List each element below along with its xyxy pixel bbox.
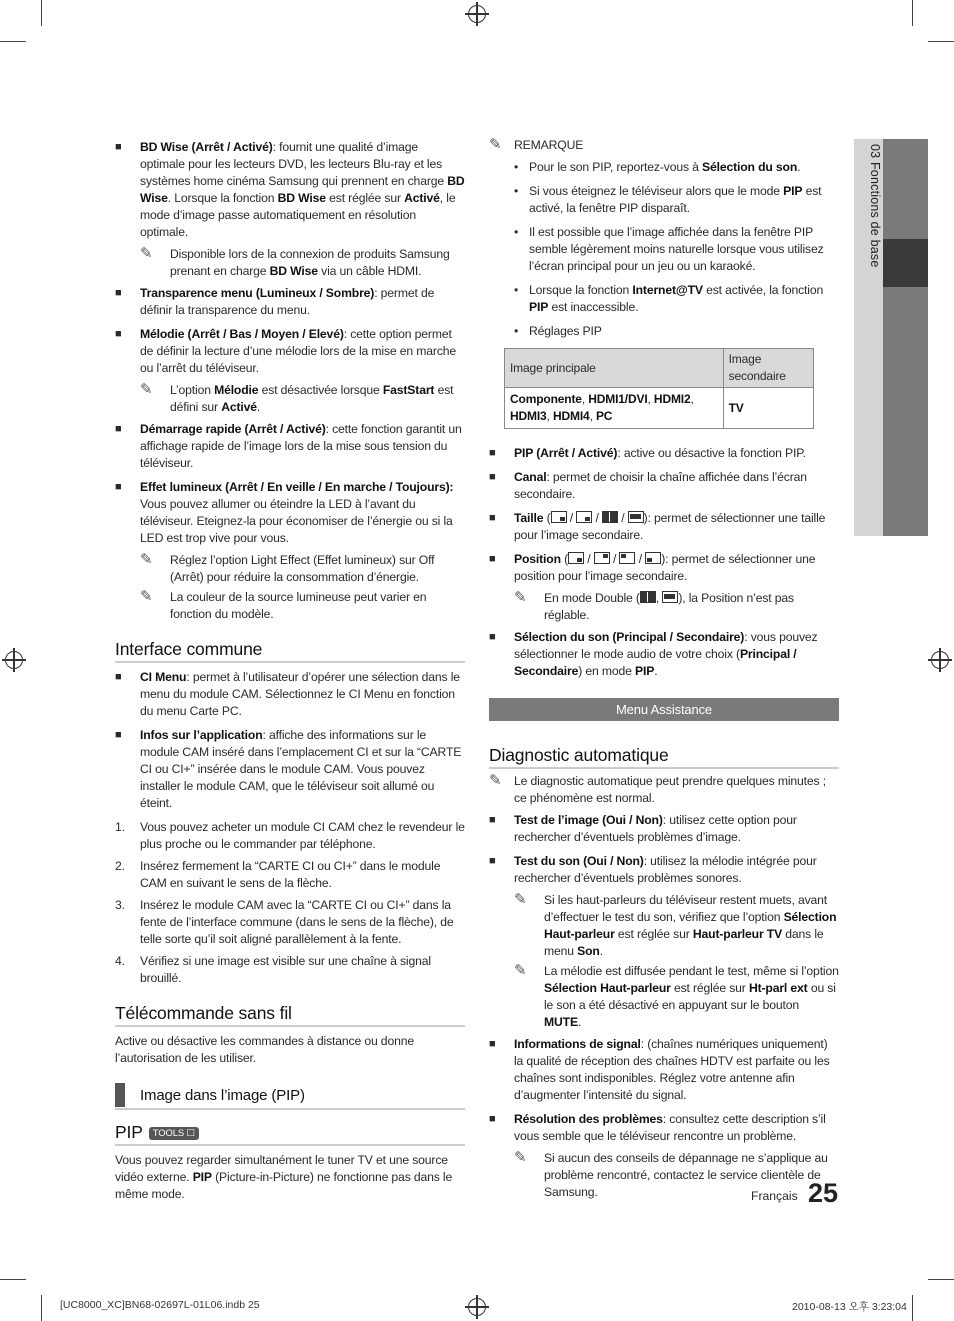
setting-list (115, 139, 465, 623)
item-text: Test de l’image (Oui / Non): utilisez cette option pour rechercher d’éventuels problèmes d’image. (514, 813, 797, 844)
diagnostic-list (489, 812, 839, 1201)
square-bullet-icon: ■ (115, 729, 122, 741)
pip-option-item (489, 551, 839, 585)
item-text: Taille ( / / / ): permet de sélectionner une taille pour l’image secondaire. (514, 511, 826, 542)
note-text: Si les haut-parleurs du téléviseur restent muets, avant d’effectuer le test du son, vérifiez que l’option Sélection Haut-parleur est réglée sur Haut-parleur TV dans le menu Son. (544, 893, 837, 958)
right-column (489, 136, 839, 1206)
remark-item (514, 224, 839, 275)
interface-item (115, 727, 465, 812)
table-header-main: Image principale (505, 349, 724, 388)
square-bullet-icon: ■ (115, 481, 122, 493)
step-item (115, 953, 465, 987)
registration-mark-icon (468, 5, 486, 23)
remark-text: Réglages PIP (529, 324, 602, 338)
note-pencil-icon: ✎ (489, 136, 502, 153)
item-text: Effet lumineux (Arrêt / En veille / En marche / Toujours): Vous pouvez allumer ou éteindre la LED à l’avant du téléviseur. Eteignez-la pour économiser de l’énergie ou si la LED est trop vive pour vous. (140, 480, 454, 545)
interface-list (115, 669, 465, 812)
crop-mark (928, 41, 954, 42)
pip-section-heading (115, 1085, 465, 1110)
crop-mark (928, 1279, 954, 1280)
square-bullet-icon: ■ (115, 141, 122, 153)
dot-bullet-icon: • (514, 184, 519, 198)
note (514, 892, 839, 960)
note-pencil-icon: ✎ (140, 381, 153, 398)
step-text: Vérifiez si une image est visible sur une chaîne à signal brouillé. (140, 954, 431, 985)
crop-mark (41, 0, 42, 26)
square-bullet-icon: ■ (115, 671, 122, 683)
note-text: La couleur de la source lumineuse peut varier en fonction du modèle. (170, 590, 427, 621)
remark-item (514, 282, 839, 316)
page-language: Français (751, 1189, 798, 1203)
section-title-pip (115, 1124, 465, 1146)
item-text: Démarrage rapide (Arrêt / Activé): cette fonction garantit un affichage rapide de l’image lors de la mise sous tension du téléviseur. (140, 422, 462, 470)
item-text: CI Menu: permet à l’utilisateur d’opérer une sélection dans le menu du module CAM. Sélectionnez le CI Menu en fonction du menu Carte PC. (140, 670, 460, 718)
item-text: Infos sur l’application: affiche des informations sur le module CAM inséré dans l’emplacement CI et sur la “CARTE CI ou CI+” insérée dans le module CAM. Vous pouvez installer le module CAM, que le téléviseur soit allumé ou éteint. (140, 728, 462, 810)
note-text: Si aucun des conseils de dépannage ne s’applique au problème rencontré, contactez le service clientèle de Samsung. (544, 1151, 828, 1199)
note (140, 589, 465, 623)
note (514, 590, 839, 624)
steps-list (115, 819, 465, 987)
setting-item (115, 139, 465, 241)
note (140, 552, 465, 586)
crop-mark (912, 0, 913, 26)
item-text: Position ( / / / ): permet de sélectionner une position pour l’image secondaire. (514, 552, 816, 583)
pip-option-item (489, 445, 839, 462)
remark-item (514, 159, 839, 176)
dot-bullet-icon: • (514, 225, 519, 239)
setting-item (115, 326, 465, 377)
setting-item (115, 421, 465, 472)
page-number: 25 (807, 1178, 838, 1208)
note-text: En mode Double ( , ), la Position n’est pas réglable. (544, 591, 794, 622)
step-number: 1. (115, 820, 125, 834)
square-bullet-icon: ■ (489, 855, 496, 867)
pip-settings-table (504, 348, 814, 429)
interface-item (115, 669, 465, 720)
note-text: La mélodie est diffusée pendant le test, même si l’option Sélection Haut-parleur est réglée sur Ht-parl ext ou si le son a été désactivé en appuyant sur le bouton MUTE. (544, 964, 839, 1029)
step-text: Insérez le module CAM avec la “CARTE CI ou CI+” dans la fente de l’interface commune (dans le sens de la flèche), de telle sorte qu’il soit aligné parallèlement à la fente. (140, 898, 454, 946)
item-text: Sélection du son (Principal / Secondaire): vous pouvez sélectionner le mode audio de votre choix (Principal / Secondaire) en mode PIP. (514, 630, 818, 678)
tools-badge-icon: TOOLS ☐ (149, 1127, 199, 1140)
square-bullet-icon: ■ (115, 287, 122, 299)
step-number: 4. (115, 954, 125, 968)
note-pencil-icon: ✎ (514, 891, 527, 908)
item-text: Mélodie (Arrêt / Bas / Moyen / Elevé): cette option permet de définir la lecture d’une mélodie lors de la mise en marche ou l’arrêt du téléviseur. (140, 327, 457, 375)
remark-text: Lorsque la fonction Internet@TV est activée, la fonction PIP est inaccessible. (529, 283, 824, 314)
crop-mark (0, 1279, 26, 1280)
item-text: Canal: permet de choisir la chaîne affichée dans l’écran secondaire. (514, 470, 807, 501)
note-pencil-icon: ✎ (489, 772, 502, 789)
note-text: Disponible lors de la connexion de produits Samsung prenant en charge BD Wise via un câble HDMI. (170, 247, 450, 278)
remark-item (514, 183, 839, 217)
square-bullet-icon: ■ (489, 512, 496, 524)
remark-text: Si vous éteignez le téléviseur alors que le mode PIP est activé, la fenêtre PIP disparaît. (529, 184, 822, 215)
square-bullet-icon: ■ (489, 447, 496, 459)
step-item (115, 819, 465, 853)
step-item (115, 858, 465, 892)
step-number: 3. (115, 898, 125, 912)
crop-mark (41, 1295, 42, 1321)
item-text: BD Wise (Arrêt / Activé): fournit une qualité d’image optimale pour les lecteurs DVD, les lecteurs Blu-ray et les systèmes home cinéma Samsung qui prennent en charge BD Wise. Lorsque la fonction BD Wise est réglée sur Activé, le mode d’image passe automatiquement en résolution optimale. (140, 140, 465, 239)
registration-mark-icon (931, 651, 949, 669)
tools-label: TOOLS (152, 1128, 185, 1139)
square-bullet-icon: ■ (489, 553, 496, 565)
note-pencil-icon: ✎ (140, 245, 153, 262)
item-text: Informations de signal: (chaînes numériques uniquement) la qualité de réception des chaînes HDTV est parfaite ou les chaînes sont indisponibles. Réglez votre antenne afin d’augmenter l’intensité du signal. (514, 1037, 830, 1102)
section-title-remote: Télécommande sans fil (115, 1005, 465, 1027)
remark-label: REMARQUE (514, 138, 584, 152)
diagnostic-item (489, 1111, 839, 1145)
note (514, 963, 839, 1031)
footer-date: 2010-08-13 오후 3:23:04 (792, 1301, 907, 1313)
table-cell-main: Componente, HDMI1/DVI, HDMI2, HDMI3, HDMI4, PC (505, 388, 724, 429)
note (140, 246, 465, 280)
section-title-interface: Interface commune (115, 641, 465, 663)
note-pencil-icon: ✎ (514, 962, 527, 979)
remote-description: Active ou désactive les commandes à distance ou donne l’autorisation de les utiliser. (115, 1034, 414, 1065)
square-bullet-icon: ■ (115, 328, 122, 340)
step-item (115, 897, 465, 948)
pip-section-label: Image dans l’image (PIP) (140, 1087, 305, 1104)
chapter-tab-strip (883, 139, 928, 536)
chapter-tab-label: 03 Fonctions de base (868, 144, 882, 268)
note (140, 382, 465, 416)
dot-bullet-icon: • (514, 324, 519, 338)
setting-item (115, 479, 465, 547)
diagnostic-item (489, 1036, 839, 1104)
pip-description: Vous pouvez regarder simultanément le tuner TV et une source vidéo externe. PIP (Picture-in-Picture) ne fonctionne pas dans le même mode. (115, 1153, 453, 1201)
note-pencil-icon: ✎ (140, 588, 153, 605)
left-column (115, 139, 465, 1203)
menu-assistance-banner: Menu Assistance (489, 698, 839, 721)
note-text: Réglez l’option Light Effect (Effet lumineux) sur Off (Arrêt) pour réduire la consommation d’énergie. (170, 553, 435, 584)
remark-text: Il est possible que l’image affichée dans la fenêtre PIP semble légèrement moins naturelle lorsque vous utilisez l’écran principal pour un jeu ou un karaoké. (529, 225, 824, 273)
square-bullet-icon: ■ (489, 814, 496, 826)
chapter-tab-marker (883, 239, 928, 287)
square-bullet-icon: ■ (489, 1038, 496, 1050)
pip-option-item (489, 629, 839, 680)
pip-option-list (489, 445, 839, 680)
note-pencil-icon: ✎ (140, 551, 153, 568)
pip-title: PIP (115, 1122, 143, 1142)
diagnostic-note-text: Le diagnostic automatique peut prendre quelques minutes ; ce phénomène est normal. (514, 774, 826, 805)
step-text: Vous pouvez acheter un module CI CAM chez le revendeur le plus proche ou le commander par téléphone. (140, 820, 465, 851)
pip-option-item (489, 510, 839, 544)
item-text: Test du son (Oui / Non): utilisez la mélodie intégrée pour rechercher d’éventuels problèmes sonores. (514, 854, 817, 885)
crop-mark (912, 1295, 913, 1321)
table-cell-sub: TV (723, 388, 813, 429)
footer-file: [UC8000_XC]BN68-02697L-01L06.indb 25 (60, 1299, 260, 1311)
item-text: Transparence menu (Lumineux / Sombre): permet de définir la transparence du menu. (140, 286, 435, 317)
diagnostic-note (489, 773, 839, 807)
square-bullet-icon: ■ (489, 471, 496, 483)
square-bullet-icon: ■ (115, 423, 122, 435)
setting-item (115, 285, 465, 319)
registration-mark-icon (468, 1298, 486, 1316)
remark-item (514, 323, 839, 340)
pip-option-item (489, 469, 839, 503)
diagnostic-item (489, 812, 839, 846)
registration-mark-icon (5, 651, 23, 669)
dot-bullet-icon: • (514, 283, 519, 297)
dot-bullet-icon: • (514, 160, 519, 174)
section-title-diagnostic: Diagnostic automatique (489, 747, 839, 769)
note-pencil-icon: ✎ (514, 1149, 527, 1166)
diagnostic-item (489, 853, 839, 887)
square-bullet-icon: ■ (489, 631, 496, 643)
step-text: Insérez fermement la “CARTE CI ou CI+” dans le module CAM en suivant le sens de la flèche. (140, 859, 441, 890)
remark-list (514, 159, 839, 340)
step-number: 2. (115, 859, 125, 873)
square-bullet-icon: ■ (489, 1113, 496, 1125)
table-header-sub: Image secondaire (723, 349, 813, 388)
crop-mark (0, 41, 26, 42)
item-text: Résolution des problèmes: consultez cette description s’il vous semble que le téléviseur rencontre un problème. (514, 1112, 826, 1143)
note-pencil-icon: ✎ (514, 589, 527, 606)
remark-heading (489, 137, 839, 154)
remark-text: Pour le son PIP, reportez-vous à Sélection du son. (529, 160, 801, 174)
note-text: L’option Mélodie est désactivée lorsque FastStart est défini sur Activé. (170, 383, 454, 414)
section-bar-icon (115, 1083, 125, 1107)
item-text: PIP (Arrêt / Activé): active ou désactive la fonction PIP. (514, 446, 806, 460)
